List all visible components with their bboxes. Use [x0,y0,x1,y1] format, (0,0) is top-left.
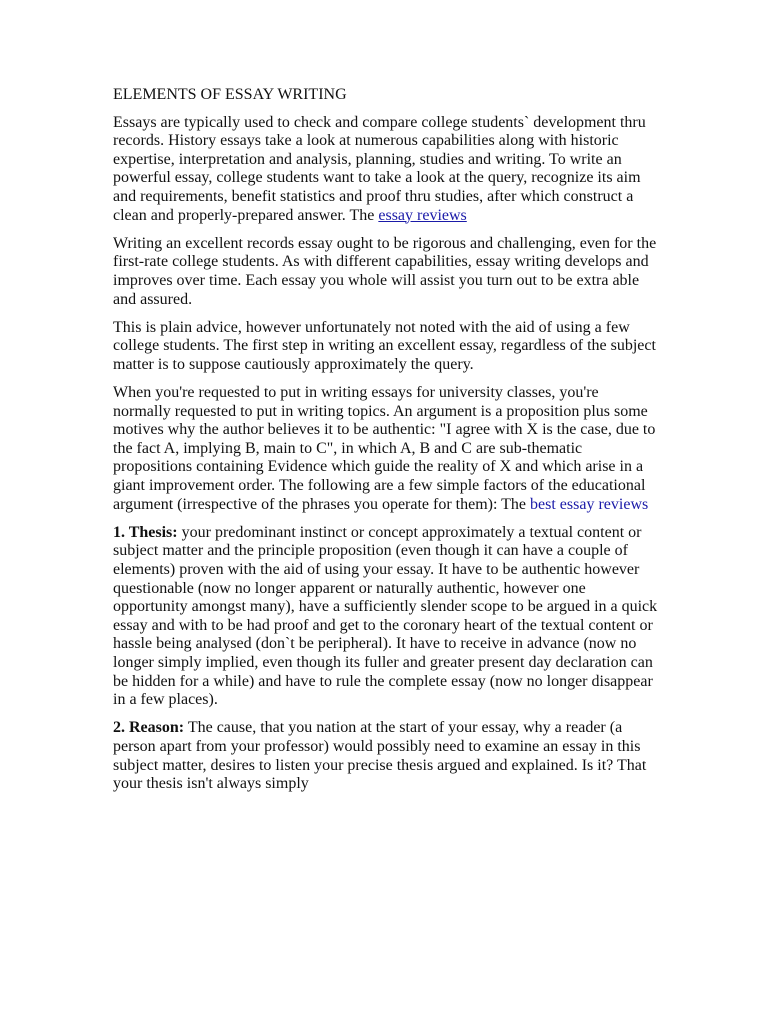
paragraph-argument [113,384,658,514]
thesis-text: your predominant instinct or concept approximately a textual content or subject matter and the principle proposition (even though it can have a couple of elements) proven with the aid of using your essay. It have to be authentic however questionable (now no longer apparent or naturally authentic, however one opportunity amongst many), have a sufficiently slender scope to be argued in a quick essay and with to be had proof and get to the coronary heart of the textual content or hassle being analysed (don`t be peripheral). It have to receive in advance (now no longer simply implied, even though its fuller and greater present day declaration can be hidden for a while) and have to rule the complete essay (now no longer disappear in a few places). [113,523,658,709]
paragraph-intro [113,114,658,226]
reason-term: 2. Reason: [113,719,185,737]
thesis-term: 1. Thesis: [113,523,178,541]
paragraph-argument-text: When you're requested to put in writing essays for university classes, you're normally requested to put in writing topics. An argument is a proposition plus some motives why the author believes it to be authentic: "I agree with X is the case, due to the fact A, implying B, main to C", in which A, B and C are sub-thematic propositions containing Evidence which guide the reality of X and which arise in a giant improvement order. The following are a few simple factors of the educational argument (irrespective of the phrases you operate for them): The [113,384,656,513]
paragraph-reason [113,719,658,793]
best-essay-reviews-link[interactable]: best essay reviews [530,495,649,513]
reason-text: The cause, that you nation at the start of your essay, why a reader (a person apart from your professor) would possibly need to examine an essay in this subject matter, desires to listen your precise thesis argued and explained. Is it? That your thesis isn't always simply [113,719,647,793]
document-title: ELEMENTS OF ESSAY WRITING [113,86,347,103]
paragraph-intro-text: Essays are typically used to check and compare college students` development thru records. History essays take a look at numerous capabilities along with historic expertise, interpretation and analysis, planning, studies and writing. To write an powerful essay, college students want to take a look at the query, recognize its aim and requirements, benefit statistics and proof thru studies, after which construct a clean and properly-prepared answer. The [113,113,646,224]
paragraph-thesis [113,524,658,710]
paragraph-plain-advice: This is plain advice, however unfortunately not noted with the aid of using a few college students. The first step in writing an excellent essay, regardless of the subject matter is to suppose cautiously approximately the query. [113,318,656,373]
paragraph-rigorous: Writing an excellent records essay ought to be rigorous and challenging, even for the first-rate college students. As with different capabilities, essay writing develops and improves over time. Each essay you whole will assist you turn out to be extra able and assured. [113,234,657,308]
essay-reviews-link[interactable]: essay reviews [378,206,467,224]
document-page [113,86,658,803]
